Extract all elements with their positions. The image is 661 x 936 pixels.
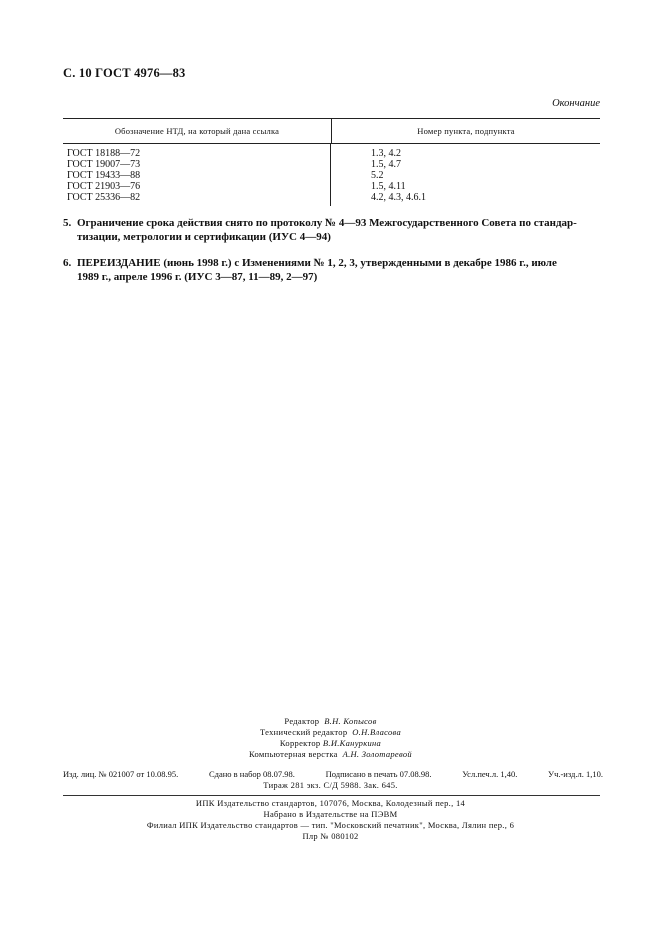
credit-editor xyxy=(0,716,661,727)
table-cell-clause: 1.5, 4.7 xyxy=(371,159,401,170)
credit-label: Редактор xyxy=(284,716,320,726)
credit-name: В.Н. Копысов xyxy=(324,716,377,726)
printed-sheets: Усл.печ.л. 1,40. xyxy=(462,769,518,779)
table-cell-document: ГОСТ 25336—82 xyxy=(67,192,141,203)
publication-details xyxy=(63,769,603,780)
note-number: 5. xyxy=(63,217,72,229)
sent-to-typesetting: Сдано в набор 08.07.98. xyxy=(208,769,295,779)
print-run: Тираж 281 экз. С/Д 5988. Зак. 645. xyxy=(263,780,398,790)
reference-table xyxy=(63,118,600,206)
credit-tech-editor xyxy=(0,727,661,738)
credit-label: Технический редактор xyxy=(259,727,348,737)
credit-name: В.И.Кануркина xyxy=(322,738,382,748)
credit-label: Компьютерная верстка xyxy=(249,749,338,759)
table-cell-clause: 1.3, 4.2 xyxy=(371,148,401,159)
note-text-continued: 1989 г., апреле 1996 г. (ИУС 3—87, 11—89, 2—97) xyxy=(77,271,318,283)
license-number: Изд. лиц. № 021007 от 10.08.95. xyxy=(63,769,179,779)
typeset-note: Набрано в Издательстве на ПЭВМ xyxy=(263,809,398,819)
printer-address: Филиал ИПК Издательство стандартов — тип. "Московский печатник", Москва, Лялин пер., 6 xyxy=(146,820,515,830)
table-cell-clause: 1.5, 4.11 xyxy=(371,181,406,192)
column-header-clause: Номер пункта, подпункта xyxy=(417,126,515,136)
page-header: С. 10 ГОСТ 4976—83 xyxy=(63,66,186,80)
note-5 xyxy=(63,216,603,244)
credit-corrector xyxy=(0,738,661,749)
document-column xyxy=(63,144,331,206)
credit-name: О.Н.Власова xyxy=(352,727,402,737)
note-text-continued: тизации, метрологии и сертификации (ИУС 4—94) xyxy=(77,231,331,243)
table-cell-document: ГОСТ 19007—73 xyxy=(67,159,141,170)
table-cell-clause: 5.2 xyxy=(371,170,384,181)
column-header-document: Обозначение НТД, на который дана ссылка xyxy=(63,119,332,143)
credit-layout xyxy=(0,749,661,760)
signed-to-print: Подписано в печать 07.08.98. xyxy=(325,769,432,779)
table-body xyxy=(63,144,600,206)
credit-label: Корректор xyxy=(279,738,321,748)
note-6 xyxy=(63,256,603,284)
continuation-label: Окончание xyxy=(552,98,600,109)
table-cell-document: ГОСТ 18188—72 xyxy=(67,148,141,159)
table-cell-clause: 4.2, 4.3, 4.6.1 xyxy=(371,192,426,203)
publishing-sheets: Уч.-изд.л. 1,10. xyxy=(548,769,603,779)
credit-name: А.Н. Золотаревой xyxy=(342,749,412,759)
note-text: ПЕРЕИЗДАНИЕ (июнь 1998 г.) с Изменениями № 1, 2, 3, утвержденными в декабре 1986 г., июле xyxy=(77,257,557,269)
note-number: 6. xyxy=(63,257,72,269)
table-header xyxy=(63,119,600,144)
table-cell-document: ГОСТ 19433—88 xyxy=(67,170,141,181)
clause-column xyxy=(331,144,600,206)
imprint-divider xyxy=(63,795,600,796)
note-text: Ограничение срока действия снято по протоколу № 4—93 Межгосударственного Совета по стандар- xyxy=(77,217,577,229)
publisher-address: ИПК Издательство стандартов, 107076, Москва, Колодезный пер., 14 xyxy=(195,798,466,808)
table-cell-document: ГОСТ 21903—76 xyxy=(67,181,141,192)
printing-license: Плр № 080102 xyxy=(302,831,359,841)
